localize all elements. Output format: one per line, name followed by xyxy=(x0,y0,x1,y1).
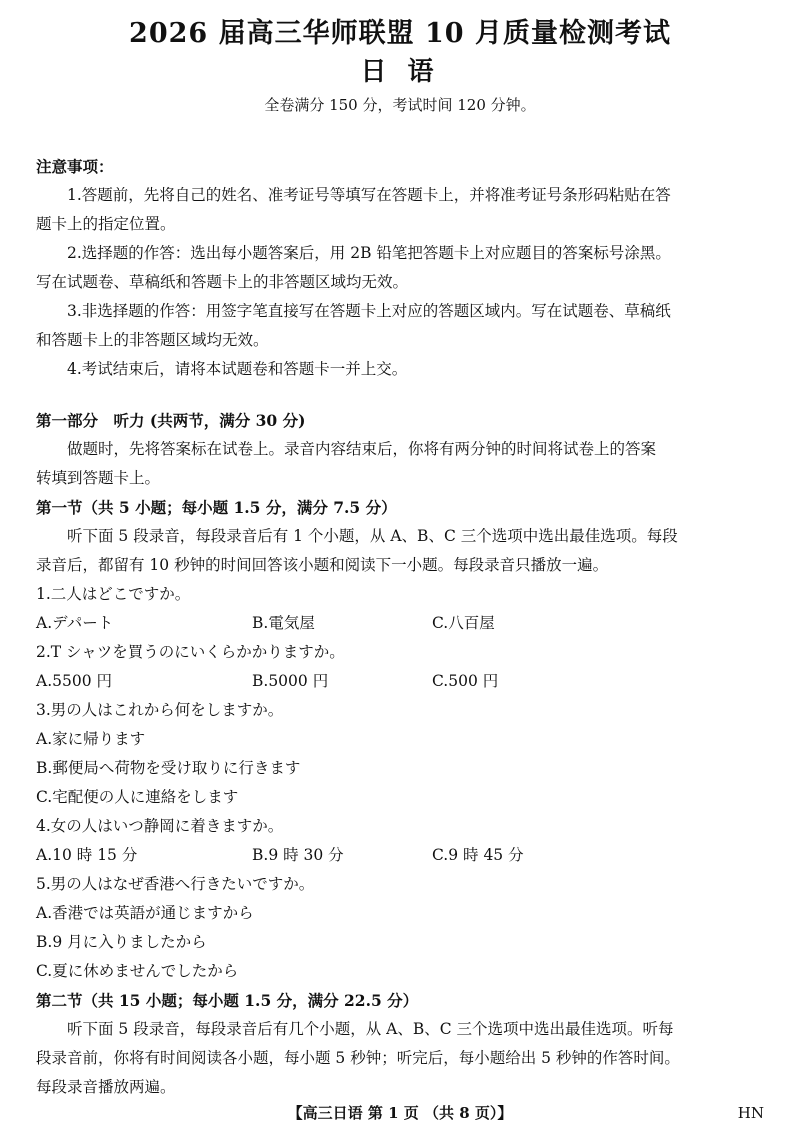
question-1: 1.二人はどこですか。 xyxy=(36,585,191,603)
notice-item-2-line-2: 写在试题卷、草稿纸和答题卡上的非答题区域均无效。 xyxy=(36,273,409,291)
option-a: A.家に帰ります xyxy=(36,730,146,748)
question-1-options xyxy=(36,609,766,638)
option-c: C.宅配便の人に連絡をします xyxy=(36,788,239,806)
exam-subject: 日 语 xyxy=(360,57,440,87)
option-c: C.夏に休めませんでしたから xyxy=(36,962,239,980)
option-a: A.10 時 15 分 xyxy=(36,846,138,864)
question-4: 4.女の人はいつ静岡に着きますか。 xyxy=(36,817,284,835)
notice-item-1-line-2: 题卡上的指定位置。 xyxy=(36,215,176,233)
notice-item-4-line-1: 4.考试结束后，请将本试题卷和答题卡一并上交。 xyxy=(67,360,408,378)
notice-heading: 注意事项： xyxy=(36,157,114,176)
score-info: 全卷满分 150 分，考试时间 120 分钟。 xyxy=(264,96,536,114)
option-c: C.9 時 45 分 xyxy=(432,846,524,864)
option-a: A.香港では英語が通じますから xyxy=(36,904,254,922)
notice-item-3-line-2: 和答题卡上的非答题区域均无效。 xyxy=(36,331,269,349)
exam-title: 2026 届高三华师联盟 10 月质量检测考试 xyxy=(129,18,671,49)
question-3: 3.男の人はこれから何をしますか。 xyxy=(36,701,284,719)
option-c: C.500 円 xyxy=(432,672,499,690)
option-a: A.デパート xyxy=(36,614,114,632)
option-b: B.電気屋 xyxy=(252,614,315,632)
section2-intro-line-3: 每段录音播放两遍。 xyxy=(36,1078,176,1096)
question-4-options xyxy=(36,841,766,870)
section1-intro-line-1: 听下面 5 段录音，每段录音后有 1 个小题，从 A、B、C 三个选项中选出最佳选项。每段 xyxy=(67,527,678,545)
part1-intro-line-2: 转填到答题卡上。 xyxy=(36,469,161,487)
notice-item-1-line-1: 1.答题前，先将自己的姓名、准考证号等填写在答题卡上，并将准考证号条形码粘贴在答 xyxy=(67,186,671,204)
page-footer: 【高三日语 第 1 页 （共 8 页）】 xyxy=(287,1104,513,1122)
option-b: B.郵便局へ荷物を受け取りに行きます xyxy=(36,759,301,777)
part1-intro-line-1: 做题时，先将答案标在试卷上。录音内容结束后，你将有两分钟的时间将试卷上的答案 xyxy=(67,440,657,458)
part1-heading: 第一部分 听力 (共两节，满分 30 分) xyxy=(36,411,306,430)
section1-intro-line-2: 录音后，都留有 10 秒钟的时间回答该小题和阅读下一小题。每段录音只播放一遍。 xyxy=(36,556,609,574)
question-2-options xyxy=(36,667,766,696)
section2-intro-line-1: 听下面 5 段录音，每段录音后有几个小题，从 A、B、C 三个选项中选出最佳选项。听每 xyxy=(67,1020,674,1038)
region-code: HN xyxy=(737,1104,764,1122)
section2-intro-line-2: 段录音前，你将有时间阅读各小题，每小题 5 秒钟；听完后，每小题给出 5 秒钟的作答时间。 xyxy=(36,1049,680,1067)
option-b: B.9 時 30 分 xyxy=(252,846,344,864)
spacer xyxy=(36,384,766,406)
exam-content xyxy=(36,152,766,1102)
question-5: 5.男の人はなぜ香港へ行きたいですか。 xyxy=(36,875,315,893)
option-c: C.八百屋 xyxy=(432,614,495,632)
notice-item-2-line-1: 2.选择题的作答：选出每小题答案后，用 2B 铅笔把答题卡上对应题目的答案标号涂黑。 xyxy=(67,244,671,262)
question-2: 2.T シャツを買うのにいくらかかりますか。 xyxy=(36,643,345,661)
section2-heading: 第二节（共 15 小题；每小题 1.5 分，满分 22.5 分） xyxy=(36,991,419,1010)
notice-item-3-line-1: 3.非选择题的作答：用签字笔直接写在答题卡上对应的答题区域内。写在试题卷、草稿纸 xyxy=(67,302,671,320)
section1-heading: 第一节（共 5 小题；每小题 1.5 分，满分 7.5 分） xyxy=(36,498,397,517)
option-a: A.5500 円 xyxy=(36,672,112,690)
option-b: B.9 月に入りましたから xyxy=(36,933,207,951)
option-b: B.5000 円 xyxy=(252,672,329,690)
